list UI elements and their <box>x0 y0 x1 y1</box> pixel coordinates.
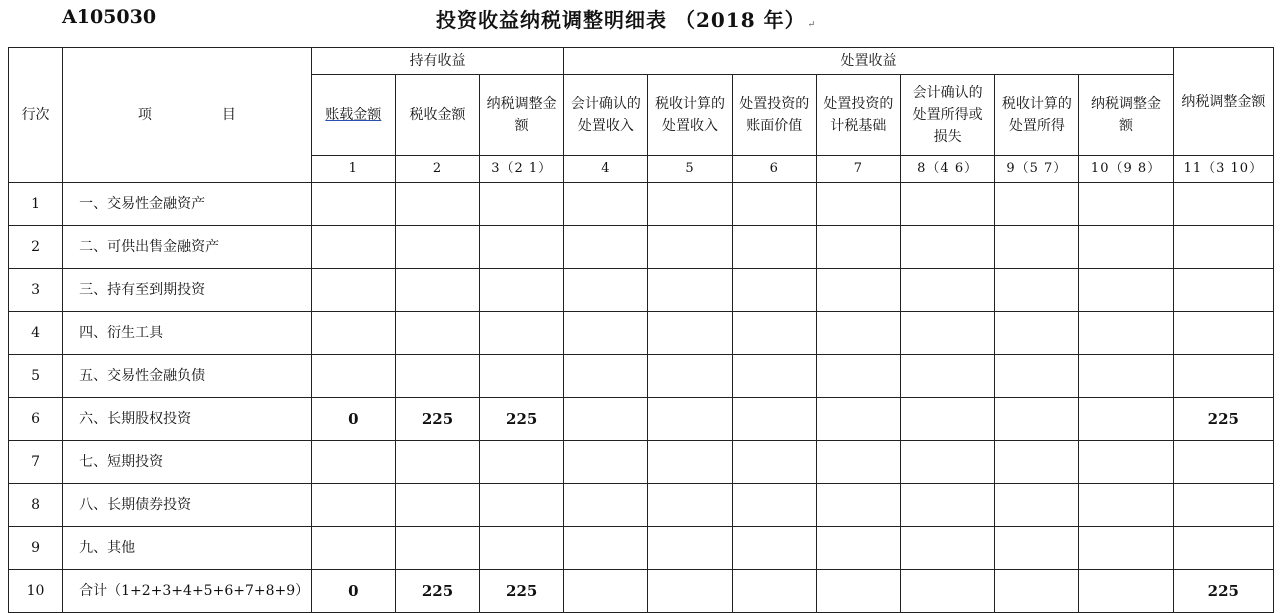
value-cell[interactable] <box>480 355 564 398</box>
header-sub-label: 纳税调整金额 <box>1079 75 1173 156</box>
value-cell[interactable] <box>1173 226 1273 269</box>
value-cell[interactable] <box>1079 398 1173 441</box>
value-cell[interactable] <box>1173 484 1273 527</box>
header-sub-label: 处置投资的账面价值 <box>732 75 816 156</box>
value-cell[interactable]: 225 <box>1173 570 1273 613</box>
value-cell[interactable] <box>995 312 1079 355</box>
value-cell[interactable] <box>816 269 900 312</box>
value-cell[interactable] <box>901 226 995 269</box>
value-cell[interactable] <box>732 355 816 398</box>
row-item-label: 四、衍生工具 <box>63 312 312 355</box>
value-cell[interactable] <box>816 570 900 613</box>
value-cell[interactable]: 225 <box>1173 398 1273 441</box>
header-col-number: 7 <box>816 156 900 183</box>
table-row <box>9 312 1274 355</box>
header-sub-label: 税收计算的处置收入 <box>648 75 732 156</box>
value-cell[interactable] <box>480 484 564 527</box>
value-cell[interactable] <box>995 355 1079 398</box>
value-cell[interactable] <box>480 183 564 226</box>
value-cell[interactable] <box>1079 355 1173 398</box>
row-number: 1 <box>9 183 63 226</box>
value-cell[interactable] <box>395 441 479 484</box>
table-row <box>9 226 1274 269</box>
value-cell[interactable] <box>648 398 732 441</box>
value-cell[interactable] <box>995 484 1079 527</box>
value-cell[interactable] <box>732 269 816 312</box>
value-cell[interactable] <box>480 441 564 484</box>
value-cell[interactable] <box>1173 269 1273 312</box>
value-cell[interactable] <box>816 484 900 527</box>
value-cell[interactable] <box>901 183 995 226</box>
value-cell[interactable] <box>564 527 648 570</box>
value-cell[interactable] <box>1079 226 1173 269</box>
value-cell[interactable] <box>564 441 648 484</box>
row-number: 3 <box>9 269 63 312</box>
header-row-no: 行次 <box>9 48 63 183</box>
header-col-number: 3（2 1） <box>480 156 564 183</box>
value-cell[interactable] <box>901 312 995 355</box>
table-row <box>9 484 1274 527</box>
value-cell[interactable] <box>732 398 816 441</box>
value-cell[interactable] <box>995 527 1079 570</box>
value-cell[interactable] <box>648 269 732 312</box>
value-cell[interactable] <box>1079 269 1173 312</box>
value-cell[interactable] <box>480 269 564 312</box>
value-cell[interactable] <box>816 183 900 226</box>
value-cell[interactable] <box>1079 484 1173 527</box>
value-cell[interactable] <box>995 183 1079 226</box>
row-item-label: 九、其他 <box>63 527 312 570</box>
value-cell[interactable] <box>1173 312 1273 355</box>
header-col-number: 1 <box>311 156 395 183</box>
value-cell[interactable] <box>1173 355 1273 398</box>
value-cell[interactable] <box>816 355 900 398</box>
value-cell[interactable]: 225 <box>395 570 479 613</box>
value-cell[interactable] <box>995 226 1079 269</box>
row-number: 8 <box>9 484 63 527</box>
value-cell[interactable] <box>395 527 479 570</box>
value-cell[interactable] <box>648 355 732 398</box>
table-row <box>9 355 1274 398</box>
value-cell[interactable] <box>901 527 995 570</box>
table-row <box>9 269 1274 312</box>
value-cell[interactable] <box>995 570 1079 613</box>
value-cell[interactable] <box>564 312 648 355</box>
value-cell[interactable] <box>1173 183 1273 226</box>
value-cell[interactable] <box>901 484 995 527</box>
value-cell[interactable] <box>901 398 995 441</box>
row-item-label: 三、持有至到期投资 <box>63 269 312 312</box>
table-row <box>9 441 1274 484</box>
header-col-number: 10（9 8） <box>1079 156 1173 183</box>
header-col-number: 5 <box>648 156 732 183</box>
value-cell[interactable] <box>901 570 995 613</box>
header-sub-label: 账载金额 <box>311 75 395 156</box>
row-item-label: 二、可供出售金融资产 <box>63 226 312 269</box>
header-sub-label: 税收金额 <box>395 75 479 156</box>
value-cell[interactable] <box>995 441 1079 484</box>
value-cell[interactable] <box>732 226 816 269</box>
value-cell[interactable] <box>395 226 479 269</box>
value-cell[interactable] <box>395 355 479 398</box>
value-cell[interactable] <box>395 269 479 312</box>
value-cell[interactable] <box>395 312 479 355</box>
value-cell[interactable]: 225 <box>480 398 564 441</box>
row-item-label: 八、长期债券投资 <box>63 484 312 527</box>
value-cell[interactable] <box>311 484 395 527</box>
row-number: 10 <box>9 570 63 613</box>
header-row-groups <box>9 48 1274 75</box>
value-cell[interactable] <box>816 226 900 269</box>
row-number: 2 <box>9 226 63 269</box>
value-cell[interactable] <box>564 355 648 398</box>
value-cell[interactable] <box>311 441 395 484</box>
value-cell[interactable] <box>648 183 732 226</box>
value-cell[interactable] <box>1079 183 1173 226</box>
row-item-label: 六、长期股权投资 <box>63 398 312 441</box>
header-col-number: 9（5 7） <box>995 156 1079 183</box>
header-col-number: 8（4 6） <box>901 156 995 183</box>
paragraph-mark-icon: ↵ <box>807 20 817 30</box>
table-row <box>9 398 1274 441</box>
value-cell[interactable] <box>901 441 995 484</box>
value-cell[interactable] <box>1079 570 1173 613</box>
value-cell[interactable] <box>480 226 564 269</box>
header-col-number: 6 <box>732 156 816 183</box>
header-col-number: 2 <box>395 156 479 183</box>
value-cell[interactable] <box>480 527 564 570</box>
value-cell[interactable] <box>311 312 395 355</box>
value-cell[interactable] <box>732 183 816 226</box>
value-cell[interactable] <box>648 570 732 613</box>
value-cell[interactable] <box>564 226 648 269</box>
value-cell[interactable] <box>648 484 732 527</box>
value-cell[interactable] <box>648 312 732 355</box>
value-cell[interactable] <box>1173 441 1273 484</box>
row-item-label: 七、短期投资 <box>63 441 312 484</box>
header-item: 项 目 <box>63 48 312 183</box>
value-cell[interactable] <box>564 398 648 441</box>
value-cell[interactable] <box>311 226 395 269</box>
row-number: 4 <box>9 312 63 355</box>
header-sub-label: 会计确认的处置收入 <box>564 75 648 156</box>
value-cell[interactable] <box>311 269 395 312</box>
value-cell[interactable] <box>901 355 995 398</box>
value-cell[interactable]: 0 <box>311 570 395 613</box>
table-row <box>9 570 1274 613</box>
value-cell[interactable]: 0 <box>311 398 395 441</box>
value-cell[interactable]: 225 <box>480 570 564 613</box>
value-cell[interactable] <box>311 527 395 570</box>
value-cell[interactable] <box>732 570 816 613</box>
value-cell[interactable] <box>1079 527 1173 570</box>
value-cell[interactable] <box>564 269 648 312</box>
header-group-disposal: 处置收益 <box>564 48 1173 75</box>
form-code: A105030 <box>62 6 157 28</box>
row-item-label: 一、交易性金融资产 <box>63 183 312 226</box>
header-col-number: 11（3 10） <box>1173 156 1273 183</box>
value-cell[interactable] <box>648 527 732 570</box>
value-cell[interactable] <box>901 269 995 312</box>
value-cell[interactable] <box>395 183 479 226</box>
value-cell[interactable] <box>732 527 816 570</box>
value-cell[interactable] <box>311 183 395 226</box>
value-cell[interactable] <box>1079 312 1173 355</box>
value-cell[interactable] <box>311 355 395 398</box>
row-number: 5 <box>9 355 63 398</box>
value-cell[interactable] <box>816 312 900 355</box>
header-final-adjustment: 纳税调整金额 <box>1173 48 1273 156</box>
row-item-label: 五、交易性金融负债 <box>63 355 312 398</box>
value-cell[interactable]: 225 <box>395 398 479 441</box>
value-cell[interactable] <box>648 441 732 484</box>
value-cell[interactable] <box>732 484 816 527</box>
header-sub-label: 处置投资的计税基础 <box>816 75 900 156</box>
table-row <box>9 183 1274 226</box>
value-cell[interactable] <box>395 484 479 527</box>
row-number: 6 <box>9 398 63 441</box>
header-col-number: 4 <box>564 156 648 183</box>
value-cell[interactable] <box>480 312 564 355</box>
value-cell[interactable] <box>564 484 648 527</box>
value-cell[interactable] <box>732 441 816 484</box>
tax-adjustment-table <box>8 47 1274 613</box>
header-sub-label: 纳税调整金额 <box>480 75 564 156</box>
value-cell[interactable] <box>995 269 1079 312</box>
header-group-holding: 持有收益 <box>311 48 564 75</box>
value-cell[interactable] <box>648 226 732 269</box>
title-text: 投资收益纳税调整明细表 （2018 年） <box>436 8 806 32</box>
page-title <box>436 4 816 33</box>
value-cell[interactable] <box>995 398 1079 441</box>
value-cell[interactable] <box>816 398 900 441</box>
value-cell[interactable] <box>816 441 900 484</box>
header-sub-label: 税收计算的处置所得 <box>995 75 1079 156</box>
value-cell[interactable] <box>732 312 816 355</box>
row-item-label: 合计（1+2+3+4+5+6+7+8+9） <box>63 570 312 613</box>
value-cell[interactable] <box>1173 527 1273 570</box>
value-cell[interactable] <box>564 570 648 613</box>
value-cell[interactable] <box>564 183 648 226</box>
value-cell[interactable] <box>1079 441 1173 484</box>
header-sub-label: 会计确认的处置所得或损失 <box>901 75 995 156</box>
row-number: 7 <box>9 441 63 484</box>
table-row <box>9 527 1274 570</box>
value-cell[interactable] <box>816 527 900 570</box>
row-number: 9 <box>9 527 63 570</box>
